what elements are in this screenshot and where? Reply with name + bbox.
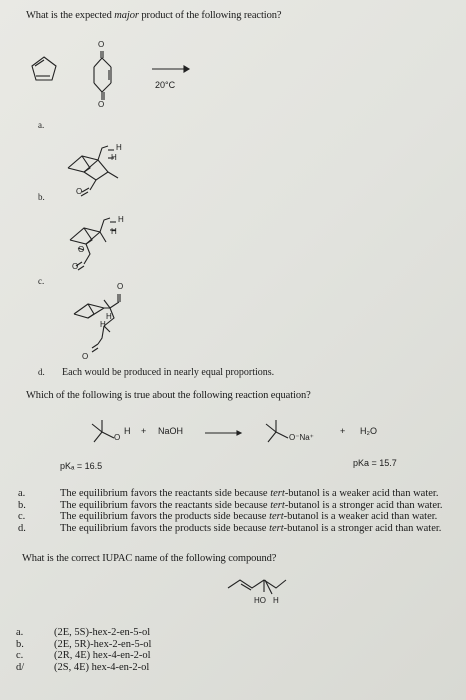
option-c-letter[interactable]: c. <box>38 276 45 286</box>
question-2-option-b[interactable] <box>18 500 458 512</box>
option-d-text[interactable]: Each would be produced in nearly equal proportions. <box>62 367 275 378</box>
cyclopentadiene-structure <box>30 55 60 85</box>
question-1-text <box>26 10 281 21</box>
hexenol-structure <box>226 572 296 612</box>
option-letter: c. <box>18 511 26 522</box>
option-c-o2: O <box>82 352 89 361</box>
atom-label-h: H <box>273 596 279 605</box>
question-3-options <box>16 627 316 673</box>
option-text-emphasis: tert <box>269 522 284 534</box>
question-1-text-start: What is the expected <box>26 10 115 21</box>
reaction-arrow <box>150 64 190 74</box>
reaction-condition: 20°C <box>155 80 176 90</box>
option-text-end: -butanol is a weaker acid than water. <box>284 488 439 499</box>
option-letter: b. <box>16 638 24 650</box>
option-text <box>60 500 443 511</box>
option-b-o2: O <box>72 262 79 271</box>
atom-label-o-top: O <box>98 40 105 49</box>
option-letter: a. <box>16 627 24 638</box>
product-water: H₂O <box>360 426 377 436</box>
question-3-option-a[interactable] <box>16 627 316 639</box>
option-c-h1: H <box>106 312 112 321</box>
option-text <box>60 488 438 499</box>
product-alkoxide-label: O⁻Na⁺ <box>289 433 314 442</box>
tert-butanol-structure <box>88 418 128 448</box>
question-2-options <box>18 488 458 534</box>
option-d-letter[interactable]: d. <box>38 367 45 377</box>
option-text <box>60 523 441 534</box>
reactant-h: H <box>124 426 131 436</box>
question-3-option-c[interactable] <box>16 650 316 662</box>
option-letter: b. <box>18 499 26 511</box>
option-letter: d/ <box>16 661 25 673</box>
option-text-emphasis: tert <box>270 499 285 511</box>
option-text-emphasis: tert <box>269 511 284 522</box>
question-1-emphasis: major <box>114 10 139 21</box>
plus-sign-2: + <box>340 426 346 436</box>
question-3-text: What is the correct IUPAC name of the following compound? <box>22 553 277 564</box>
option-text: (2R, 4E) hex-4-en-2-ol <box>54 650 151 661</box>
option-b-h1: H <box>118 215 124 224</box>
option-letter: d. <box>18 522 26 534</box>
question-1-text-end: product of the following reaction? <box>138 10 282 21</box>
option-text-start: The equilibrium favors the reactants side because <box>60 499 271 511</box>
atom-label-ho: HO <box>254 596 266 605</box>
option-letter: a. <box>18 488 26 499</box>
plus-sign-1: + <box>141 426 147 436</box>
option-text-end: -butanol is a weaker acid than water. <box>283 511 438 522</box>
option-c-o1: O <box>117 282 124 291</box>
dienophile-structure <box>85 38 125 118</box>
option-letter: c. <box>16 650 24 661</box>
question-3-option-b[interactable] <box>16 639 316 651</box>
option-a-h2: H <box>111 153 117 162</box>
question-3-option-d[interactable] <box>16 662 316 674</box>
question-2-text: Which of the following is true about the following reaction equation? <box>26 390 311 401</box>
option-a-o: O <box>76 187 83 196</box>
option-a-letter[interactable]: a. <box>38 120 45 130</box>
option-text-end: -butanol is a stronger acid than water. <box>284 499 443 511</box>
option-c-h2: H <box>100 320 106 329</box>
question-2-option-a[interactable] <box>18 488 458 500</box>
question-2-option-d[interactable] <box>18 523 458 535</box>
option-b-letter[interactable]: b. <box>38 192 45 202</box>
option-b-o1: O <box>78 245 85 254</box>
option-text-start: The equilibrium favors the products side because <box>60 522 270 534</box>
pka-left: pKₐ = 16.5 <box>60 461 103 471</box>
option-text <box>60 511 437 522</box>
option-text: (2E, 5S)-hex-2-en-5-ol <box>54 627 151 638</box>
option-text-end: -butanol is a stronger acid than water. <box>283 522 442 534</box>
reagent-naoh: NaOH <box>158 426 184 436</box>
option-text-start: The equilibrium favors the reactants side because <box>60 488 271 499</box>
option-text: (2S, 4E) hex-4-en-2-ol <box>54 661 150 673</box>
option-text-emphasis: tert <box>270 488 285 499</box>
pka-right: pKa = 15.7 <box>353 458 397 468</box>
option-b-h2: H <box>111 227 117 236</box>
option-text-start: The equilibrium favors the products side because <box>60 511 270 522</box>
question-2-option-c[interactable] <box>18 511 458 523</box>
equilibrium-arrow <box>203 428 243 438</box>
atom-label-o-bottom: O <box>98 100 105 109</box>
option-a-h1: H <box>116 143 122 152</box>
option-text: (2E, 5R)-hex-2-en-5-ol <box>54 638 152 650</box>
